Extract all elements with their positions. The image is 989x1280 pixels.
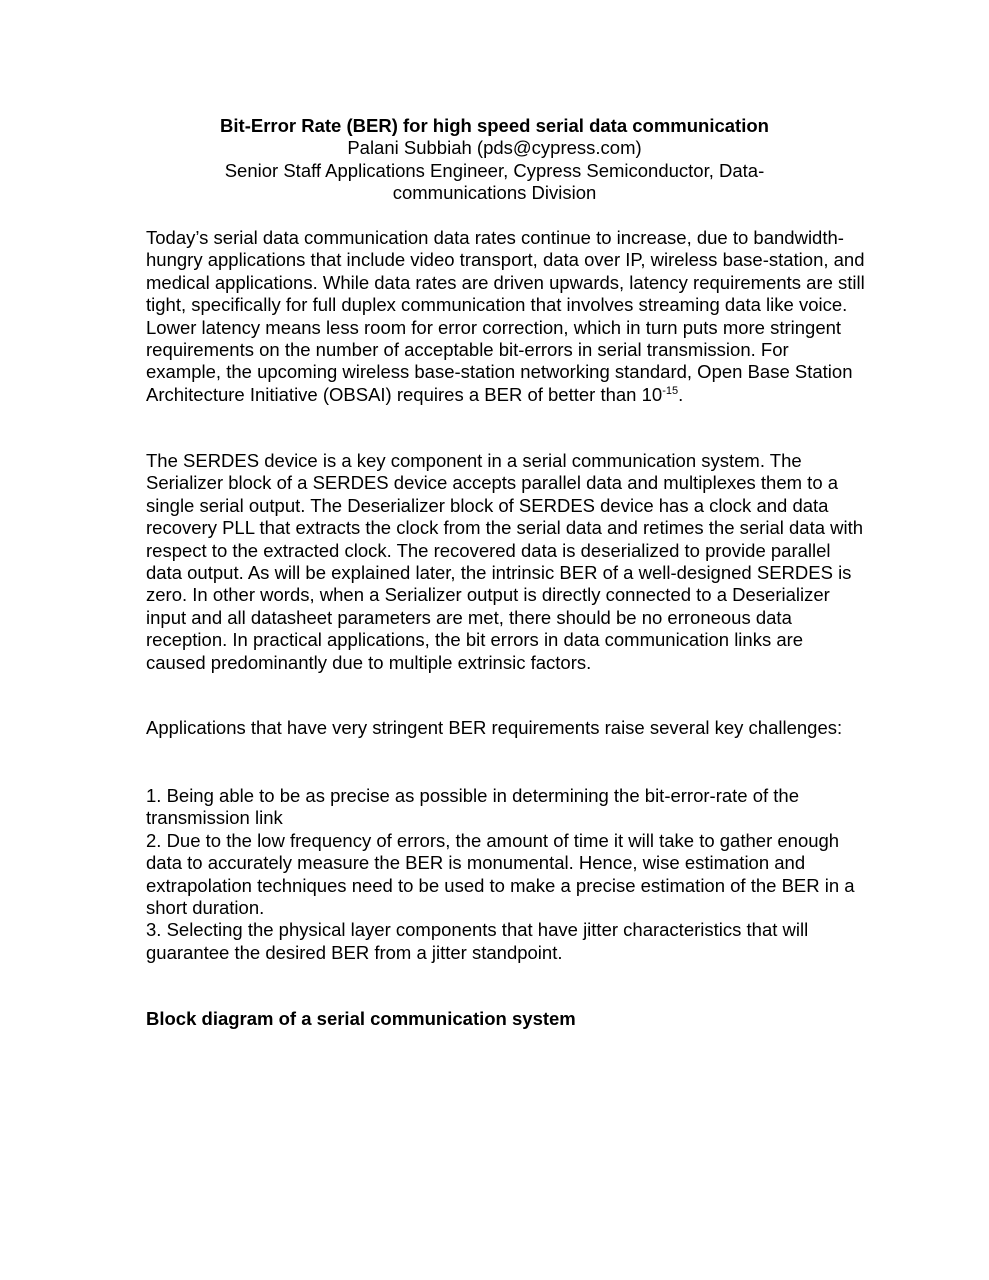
section-heading: Block diagram of a serial communication system: [146, 1008, 576, 1029]
challenges-intro-paragraph: [146, 717, 866, 739]
document-header: [146, 115, 843, 205]
intro-paragraph: [146, 227, 866, 406]
ber-exponent: -15: [662, 384, 679, 397]
challenges-intro-text: Applications that have very stringent BER requirements raise several key challenges:: [146, 717, 843, 738]
intro-paragraph-end: .: [678, 383, 684, 405]
list-item: 1. Being able to be as precise as possible in determining the bit-error-rate of the transmission link: [146, 785, 800, 829]
intro-paragraph-text: Today’s serial data communication data rates continue to increase, due to bandwidth-hungry applications that include video transport, data over IP, wireless base-station, and medical applications. While data rates are driven upwards, latency requirements are still tight, specifically for full duplex communication that involves streaming data like voice. Lower latency means less room for error correction, which in turn puts more stringent requirements on the number of acceptable bit-errors in serial transmission. For example, the upcoming wireless base-station networking standard, Open Base Station Architecture Initiative (OBSAI) requires a BER of better than 10: [146, 227, 865, 405]
list-item: 2. Due to the low frequency of errors, the amount of time it will take to gather enough data to accurately measure the BER is monumental. Hence, wise estimation and extrapolation techniques need to be used to make a precise estimation of the BER in a short duration.: [146, 829, 855, 919]
serdes-paragraph: [146, 450, 866, 674]
affiliation-line-1: Senior Staff Applications Engineer, Cypress Semiconductor, Data-: [224, 159, 765, 181]
challenges-list: [146, 785, 866, 964]
list-item: 3. Selecting the physical layer components that have jitter characteristics that will guarantee the desired BER from a jitter standpoint.: [146, 919, 809, 963]
author-line: Palani Subbiah (pds@cypress.com): [347, 137, 642, 159]
affiliation-line-2: communications Division: [392, 182, 597, 204]
serdes-paragraph-text: The SERDES device is a key component in a serial communication system. The Serializer block of a SERDES device accepts parallel data and multiplexes them to a single serial output. The Deserializer block of SERDES device has a clock and data recovery PLL that extracts the clock from the serial data and retimes the serial data with respect to the extracted clock. The recovered data is deserialized to provide parallel data output. As will be explained later, the intrinsic BER of a well-designed SERDES is zero. In other words, when a Serializer output is directly connected to a Deserializer input and all datasheet parameters are met, there should be no erroneous data reception. In practical applications, the bit errors in data communication links are caused predominantly due to multiple extrinsic factors.: [146, 450, 864, 673]
document-title: Bit-Error Rate (BER) for high speed serial data communication: [220, 115, 769, 136]
